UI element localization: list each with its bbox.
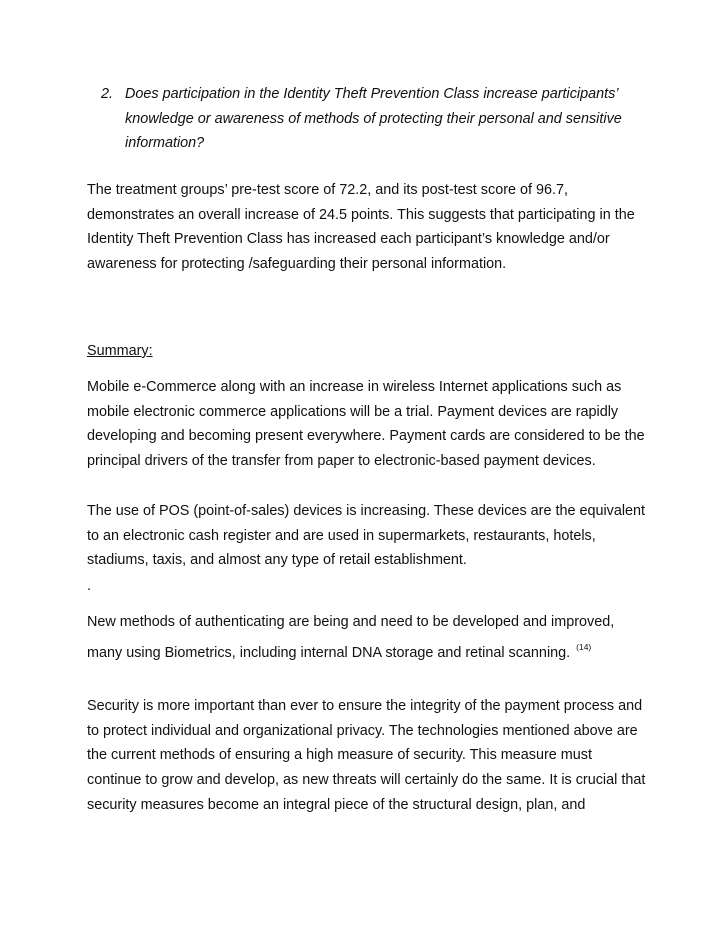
paragraph-line-text: many using Biometrics, including internal DNA storage and retinal scanning. [87, 644, 571, 661]
summary-paragraph-mobile-commerce [87, 375, 645, 474]
paragraph-line: stadiums, taxis, and almost any type of retail establishment. [87, 552, 467, 569]
paragraph-line: to an electronic cash register and are used in supermarkets, restaurants, hotels, [87, 527, 596, 544]
paragraph-line: Mobile e-Commerce along with an increase in wireless Internet applications such as [87, 379, 622, 395]
paragraph-line: continue to grow and develop, as new threats will certainly do the same. It is crucial that [87, 772, 646, 789]
summary-paragraph-pos [87, 499, 645, 573]
paragraph-line: to protect individual and organizational privacy. The technologies mentioned above are [87, 722, 638, 739]
paragraph-line: The use of POS (point-of-sales) devices is increasing. These devices are the equivalent [87, 503, 646, 519]
paragraph-line: awareness for protecting /safeguarding their personal information. [87, 256, 507, 273]
paragraph-line: mobile electronic commerce applications will be a trial. Payment devices are rapidly [87, 403, 619, 420]
paragraph-line: The treatment groups’ pre-test score of 72.2, and its post-test score of 96.7, [87, 182, 568, 198]
paragraph-line: principal drivers of the transfer from paper to electronic-based payment devices. [87, 453, 596, 470]
summary-heading: Summary: [87, 343, 153, 359]
question-number: 2. [101, 86, 114, 102]
paragraph-line [87, 635, 614, 666]
paragraph-line: the current methods of ensuring a high measure of security. This measure must [87, 747, 592, 764]
paragraph-line: security measures become an integral piece of the structural design, plan, and [87, 796, 586, 813]
paragraph-line: Identity Theft Prevention Class has increased each participant’s knowledge and/or [87, 231, 610, 248]
question-line: Does participation in the Identity Theft Prevention Class increase participants’ [125, 86, 619, 102]
summary-paragraph-biometrics [87, 610, 614, 665]
question-line: information? [125, 135, 205, 152]
paragraph-line: demonstrates an overall increase of 24.5 points. This suggests that participating in the [87, 206, 635, 223]
summary-paragraph-security [87, 694, 645, 818]
results-paragraph [87, 178, 635, 277]
question-line: knowledge or awareness of methods of protecting their personal and sensitive [125, 110, 622, 127]
question-text [125, 82, 661, 156]
paragraph-line: developing and becoming present everywhere. Payment cards are considered to be the [87, 428, 645, 445]
research-question [101, 82, 661, 156]
citation-reference: (14) [576, 641, 592, 652]
stray-period: . [87, 578, 91, 594]
paragraph-line: New methods of authenticating are being and need to be developed and improved, [87, 614, 615, 630]
paragraph-line: Security is more important than ever to ensure the integrity of the payment process and [87, 698, 643, 714]
